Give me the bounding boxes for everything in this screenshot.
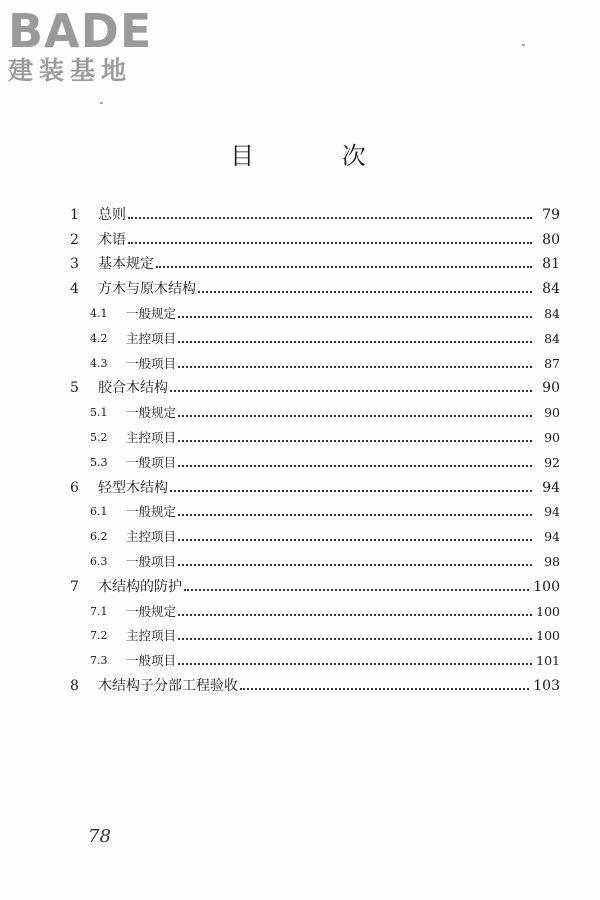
toc-entry-page: 84 — [542, 281, 560, 298]
toc-entry-number: 1 — [70, 206, 79, 223]
page-title: 目 次 — [230, 142, 406, 170]
toc-entry-label: 一般规定 — [126, 504, 177, 520]
toc-entry[interactable] — [70, 644, 560, 669]
toc-entry-page: 101 — [536, 653, 560, 669]
toc-entry-number: 6.2 — [90, 530, 108, 544]
toc-entry[interactable] — [70, 620, 560, 645]
toc-entry[interactable] — [70, 396, 560, 421]
toc-leader-dots — [240, 687, 529, 690]
toc-entry-page: 92 — [544, 454, 560, 470]
toc-entry-number: 4.1 — [90, 306, 108, 320]
toc-entry-label: 主控项目 — [126, 429, 177, 445]
toc-entry-number: 4.3 — [90, 356, 108, 370]
toc-leader-dots — [184, 588, 529, 591]
toc-leader-dots — [178, 464, 532, 467]
toc-entry-number: 7.1 — [90, 604, 108, 618]
toc-entry-label: 主控项目 — [126, 330, 177, 346]
toc-leader-dots — [156, 265, 532, 268]
toc-entry[interactable] — [70, 347, 560, 372]
toc-entry[interactable] — [70, 198, 560, 223]
toc-entry[interactable] — [70, 223, 560, 248]
scan-speck — [100, 102, 103, 104]
toc-leader-dots — [170, 389, 532, 392]
table-of-contents — [70, 198, 560, 694]
toc-leader-dots — [128, 241, 532, 244]
toc-entry-label: 术语 — [98, 231, 126, 248]
toc-entry-page: 81 — [542, 256, 560, 273]
toc-entry-label: 木结构的防护 — [98, 578, 182, 595]
toc-entry-page: 90 — [544, 405, 560, 421]
toc-leader-dots — [178, 340, 532, 343]
toc-entry[interactable] — [70, 496, 560, 521]
toc-entry-label: 胶合木结构 — [98, 380, 168, 397]
toc-entry-label: 木结构子分部工程验收 — [98, 677, 238, 694]
toc-leader-dots — [178, 662, 532, 665]
toc-leader-dots — [198, 290, 532, 293]
toc-leader-dots — [178, 439, 532, 442]
toc-entry-page: 79 — [542, 206, 560, 223]
toc-entry[interactable] — [70, 471, 560, 496]
toc-entry[interactable] — [70, 595, 560, 620]
toc-entry[interactable] — [70, 322, 560, 347]
toc-entry-label: 主控项目 — [126, 628, 177, 644]
toc-entry-page: 98 — [544, 553, 560, 569]
toc-entry-number: 5.3 — [90, 455, 108, 469]
toc-entry-page: 100 — [536, 628, 560, 644]
toc-leader-dots — [178, 637, 532, 640]
toc-entry-label: 一般项目 — [126, 355, 177, 371]
toc-entry-number: 5 — [70, 380, 79, 397]
toc-leader-dots — [178, 613, 532, 616]
toc-entry-number: 8 — [70, 677, 79, 694]
toc-entry[interactable] — [70, 545, 560, 570]
toc-entry-label: 方木与原木结构 — [98, 281, 196, 298]
toc-entry[interactable] — [70, 372, 560, 397]
logo-wordmark: BADE — [8, 4, 153, 58]
toc-entry-page: 94 — [544, 529, 560, 545]
toc-entry-page: 100 — [533, 578, 560, 595]
toc-entry-number: 3 — [70, 256, 79, 273]
toc-leader-dots — [178, 315, 532, 318]
toc-entry-page: 103 — [533, 677, 560, 694]
toc-entry-number: 6.3 — [90, 554, 108, 568]
toc-entry-label: 一般规定 — [126, 305, 177, 321]
toc-entry[interactable] — [70, 446, 560, 471]
toc-entry[interactable] — [70, 272, 560, 297]
toc-entry-label: 一般规定 — [126, 603, 177, 619]
toc-entry[interactable] — [70, 520, 560, 545]
toc-entry-number: 2 — [70, 231, 79, 248]
toc-entry[interactable] — [70, 297, 560, 322]
toc-entry[interactable] — [70, 421, 560, 446]
toc-entry-page: 80 — [542, 231, 560, 248]
toc-entry-label: 一般项目 — [126, 653, 177, 669]
toc-entry-number: 7 — [70, 578, 79, 595]
brand-logo — [8, 6, 178, 86]
toc-entry-label: 轻型木结构 — [98, 479, 168, 496]
toc-entry-number: 5.1 — [90, 406, 108, 420]
toc-entry-page: 84 — [544, 305, 560, 321]
toc-entry-number: 7.2 — [90, 629, 108, 643]
toc-entry-page: 100 — [536, 603, 560, 619]
toc-entry[interactable] — [70, 248, 560, 273]
toc-entry-label: 基本规定 — [98, 256, 154, 273]
toc-entry-label: 总则 — [98, 206, 126, 223]
toc-entry-number: 4 — [70, 281, 79, 298]
toc-entry-number: 6.1 — [90, 505, 108, 519]
toc-entry[interactable] — [70, 669, 560, 694]
toc-entry-label: 一般规定 — [126, 405, 177, 421]
toc-entry-page: 87 — [544, 355, 560, 371]
logo-tagline: 建装基地 — [8, 56, 133, 85]
toc-entry-number: 6 — [70, 479, 79, 496]
toc-entry[interactable] — [70, 570, 560, 595]
toc-entry-number: 5.2 — [90, 430, 108, 444]
toc-leader-dots — [178, 563, 532, 566]
toc-leader-dots — [128, 216, 532, 219]
toc-leader-dots — [178, 414, 532, 417]
toc-entry-page: 90 — [544, 429, 560, 445]
toc-leader-dots — [178, 365, 532, 368]
toc-leader-dots — [178, 538, 532, 541]
scan-speck — [522, 44, 525, 46]
toc-entry-page: 94 — [544, 504, 560, 520]
page-number: 78 — [88, 826, 111, 847]
toc-entry-page: 84 — [544, 330, 560, 346]
toc-entry-number: 4.2 — [90, 331, 108, 345]
toc-entry-label: 一般项目 — [126, 553, 177, 569]
toc-entry-page: 90 — [542, 380, 560, 397]
toc-entry-number: 7.3 — [90, 654, 108, 668]
toc-leader-dots — [170, 489, 532, 492]
toc-leader-dots — [178, 513, 532, 516]
toc-entry-page: 94 — [542, 479, 560, 496]
toc-entry-label: 一般项目 — [126, 454, 177, 470]
toc-entry-label: 主控项目 — [126, 529, 177, 545]
